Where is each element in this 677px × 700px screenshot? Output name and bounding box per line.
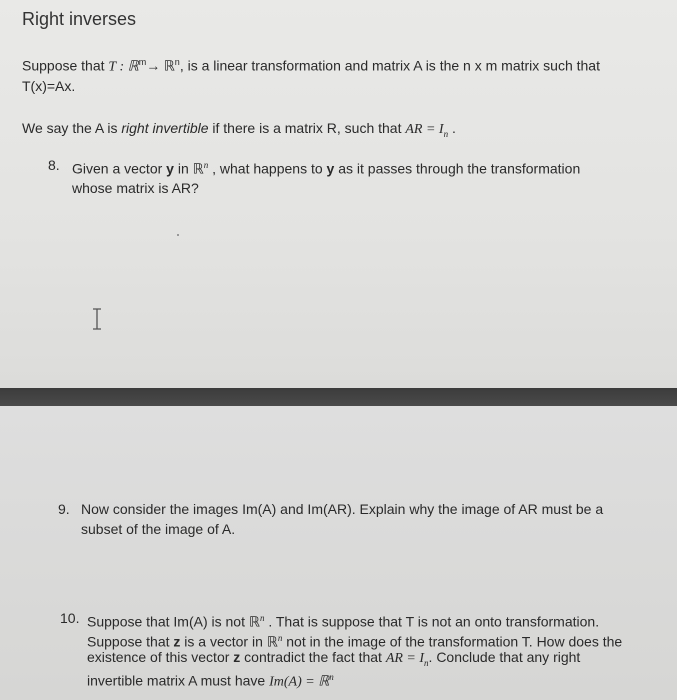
question-10-line-4: invertible matrix A must have Im(A) = ℝ$^n$ (87, 672, 334, 690)
question-10-number: 10. (60, 610, 80, 626)
speck (177, 234, 179, 236)
intro-line-2: T(x)=Ax. (22, 78, 76, 94)
question-10-line-2: Suppose that z is a vector in ℝ$^n$ not in the image of the transformation T. How does the (87, 633, 623, 650)
question-9-line-2: subset of the image of A. (81, 521, 236, 537)
question-8-number: 8. (48, 157, 60, 173)
term-right-invertible: right invertible (121, 120, 209, 136)
question-10-line-1: Suppose that Im(A) is not ℝ$^n$ . That is suppose that T is not an onto transformation. (87, 613, 600, 630)
definition-line: We say the A is right invertible if there is a matrix R, such that AR = $I_n$ . (22, 120, 456, 139)
question-9-line-1: Now consider the images Im(A) and Im(AR). Explain why the image of AR must be a (81, 501, 604, 517)
question-9-number: 9. (58, 501, 70, 517)
question-8-line-1: Given a vector y in ℝ$^n$ , what happens to y as it passes through the transformation (72, 160, 581, 177)
question-10-line-3: existence of this vector z contradict the fact that AR = $I_n$. Conclude that any right (87, 649, 581, 668)
question-8-line-2: whose matrix is AR? (72, 180, 199, 196)
page-divider (0, 388, 677, 406)
text-cursor-icon (90, 308, 104, 330)
page-title: Right inverses (22, 9, 137, 29)
intro-line-1: Suppose that T : ℝ$^m$→ ℝ$^n$, is a linear transformation and matrix A is the n x m matrix such that (22, 57, 600, 75)
